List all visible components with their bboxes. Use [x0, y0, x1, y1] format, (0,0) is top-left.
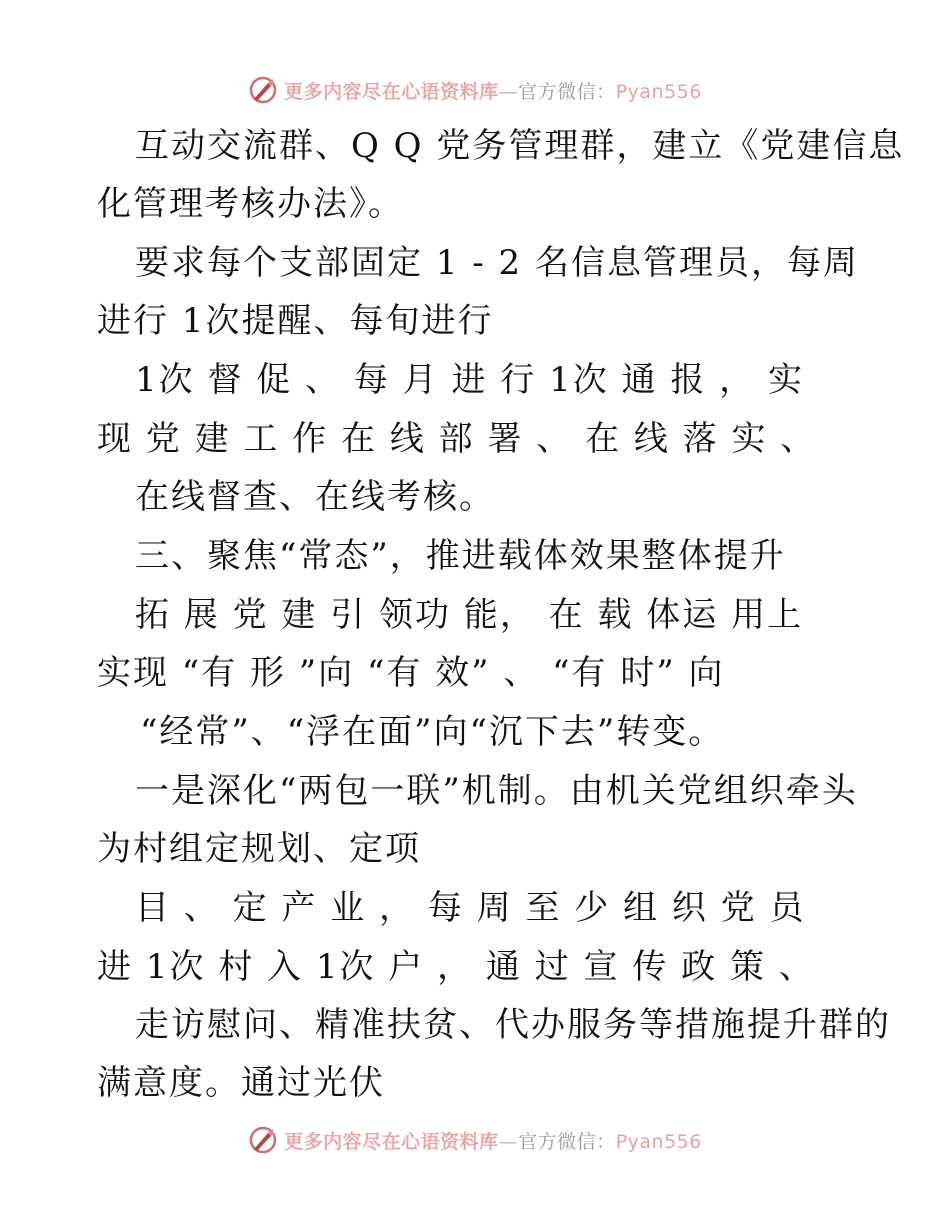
- quill-logo-icon: [248, 1125, 278, 1155]
- body-line-4: 进行 1次提醒、每旬进行: [97, 301, 494, 341]
- section-heading-3: 三、聚焦“常态”，推进载体效果整体提升: [135, 536, 786, 576]
- body-line-2: 化管理考核办法》。: [97, 184, 404, 224]
- watermark-text: [284, 1127, 702, 1154]
- body-line-1: 互动交流群、Q Q 党务管理群，建立《党建信息: [135, 126, 905, 166]
- body-line-9: 拓 展 党 建 引 领功 能， 在 载 体运 用上: [135, 595, 804, 635]
- body-line-11: “经常”、“浮在面”向“沉下去”转变。: [140, 712, 725, 752]
- body-line-5: 1次 督 促 、 每 月 进 行 1次 通 报 ， 实: [135, 360, 804, 400]
- body-line-10: 实现 “有 形 ”向 “有 效” 、 “有 时” 向: [97, 653, 725, 693]
- body-line-17: 满意度。通过光伏: [97, 1063, 385, 1103]
- body-line-16: 走访慰问、精准扶贫、代办服务等措施提升群的: [135, 1005, 891, 1045]
- watermark-separator: —: [498, 80, 519, 103]
- body-line-13: 为村组定规划、定项: [97, 829, 421, 869]
- body-line-15: 进 1次 村 入 1次 户 ， 通 过 宣 传 政 策 、: [97, 947, 815, 987]
- body-line-7: 在线督查、在线考核。: [135, 477, 495, 517]
- watermark-wechat-id: Pyan556: [615, 80, 702, 103]
- body-line-14: 目 、 定 产 业 ， 每 周 至 少 组 织 党 员: [135, 888, 806, 928]
- body-line-6: 现 党 建 工 作 在 线 部 署 、 在 线 落 实 、: [97, 419, 817, 459]
- watermark-wechat-label: 官方微信：: [518, 80, 616, 103]
- body-line-3: 要求每个支部固定 1 - 2 名信息管理员，每周: [135, 243, 859, 283]
- watermark-separator: —: [498, 1130, 519, 1153]
- watermark-main: 更多内容尽在心语资料库: [284, 80, 499, 103]
- body-line-12: 一是深化“两包一联”机制。由机关党组织牵头: [135, 771, 858, 811]
- watermark-banner-bottom: [0, 1120, 950, 1160]
- watermark-wechat-label: 官方微信：: [518, 1130, 616, 1153]
- watermark-wechat-id: Pyan556: [615, 1130, 702, 1153]
- watermark-main: 更多内容尽在心语资料库: [284, 1130, 499, 1153]
